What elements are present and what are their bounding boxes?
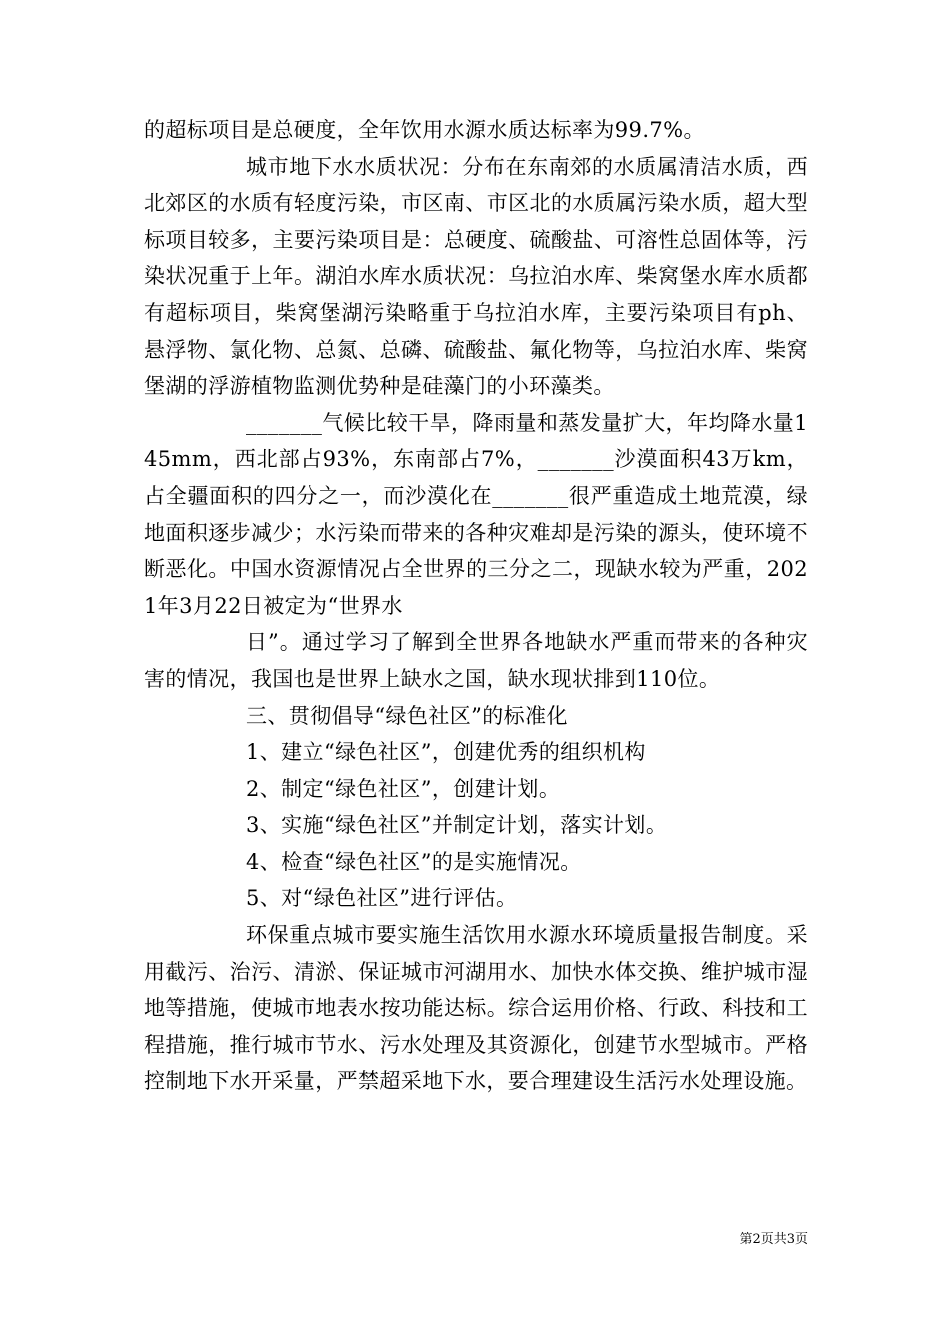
document-body	[144, 112, 808, 1100]
paragraph-environmental-cities: 环保重点城市要实施生活饮用水源水环境质量报告制度。采用截污、治污、清淤、保证城市河湖用水、加快水体交换、维护城市湿地等措施，使城市地表水按功能达标。综合运用价格、行政、科技和工程措施，推行城市节水、污水处理及其资源化，创建节水型城市。严格控制地下水开采量，严禁超采地下水，要合理建设生活污水处理设施。	[144, 923, 808, 1094]
section-heading-green-community: 三、贯彻倡导“绿色社区”的标准化	[246, 703, 568, 728]
paragraph-world-water-day: 日”。通过学习了解到全世界各地缺水严重而带来的各种灾害的情况，我国也是世界上缺水之国，缺水现状排到110位。	[144, 630, 808, 691]
list-item-2: 2、制定“绿色社区”，创建计划。	[246, 776, 561, 801]
paragraph-continuation: 的超标项目是总硬度，全年饮用水源水质达标率为99.7%。	[144, 118, 705, 142]
list-item-5: 5、对“绿色社区”进行评估。	[246, 886, 518, 911]
page-number-footer: 第2页共3页	[739, 1232, 808, 1247]
list-item-4: 4、检查“绿色社区”的是实施情况。	[246, 849, 582, 874]
list-item-3: 3、实施“绿色社区”并制定计划，落实计划。	[246, 813, 668, 838]
list-item-1: 1、建立“绿色社区”，创建优秀的组织机构	[246, 740, 646, 765]
paragraph-climate: _______气候比较干旱，降雨量和蒸发量扩大，年均降水量145mm，西北部占93%，东南部占7%，_______沙漠面积43万km，占全疆面积的四分之一，而沙漠化在_______很严重造成土地荒漠，绿地面积逐步减少；水污染而带来的各种灾难却是污染的源头，使环境不断恶化。中国水资源情况占全世界的三分之二，现缺水较为严重，2021年3月22日被定为“世界水	[144, 410, 808, 618]
paragraph-groundwater-quality: 城市地下水水质状况：分布在东南郊的水质属清洁水质，西北郊区的水质有轻度污染，市区南、市区北的水质属污染水质，超大型标项目较多，主要污染项目是：总硬度、硫酸盐、可溶性总固体等，污染状况重于上年。湖泊水库水质状况：乌拉泊水库、柴窝堡水库水质都有超标项目，柴窝堡湖污染略重于乌拉泊水库，主要污染项目有ph、悬浮物、氯化物、总氮、总磷、硫酸盐、氟化物等，乌拉泊水库、柴窝堡湖的浮游植物监测优势种是硅藻门的小环藻类。	[144, 154, 808, 399]
